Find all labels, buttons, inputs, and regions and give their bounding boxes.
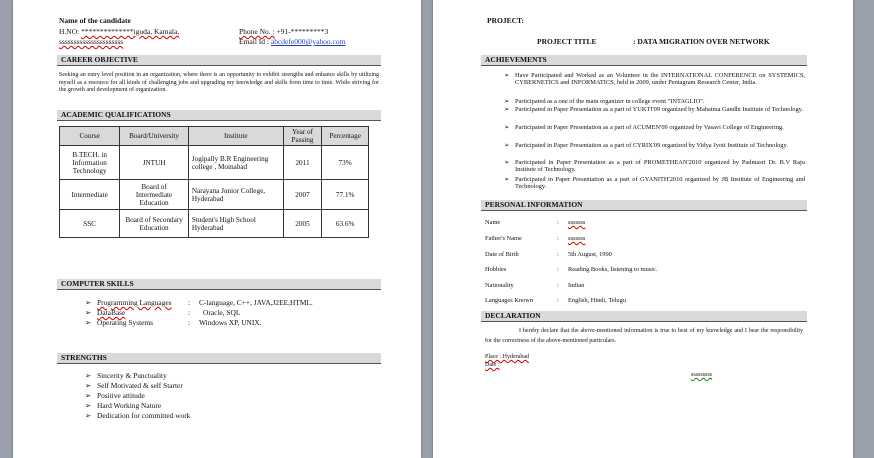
list-item: ➢ Participated in Paper Presentation as a part of GYANITH'2010 organized by JB Institute of Engineering and Technology. (504, 176, 805, 191)
career-objective-heading: CAREER OBJECTIVE (57, 55, 381, 66)
project-title-label: PROJECT TITLE (537, 37, 597, 46)
table-row: SSC Board of Secondary Education Student's High School Hyderabad 2005 63.6% (60, 210, 369, 238)
header-year: Year of Passing (283, 127, 322, 146)
header-percentage: Percentage (322, 127, 369, 146)
achievements-heading: ACHIEVEMENTS (481, 55, 807, 66)
personal-dob-value: 5th August, 1990 (568, 251, 612, 258)
skill-value: Oracle, SQL (203, 308, 241, 317)
list-item: ➢ Sincerity & Punctuality (85, 371, 167, 380)
list-item: ➢ Participated in Paper Presentation as a part of CYRIX'09 organized by Vidya Jyoti Institute of Technology. (504, 142, 788, 149)
list-item: ➢ Participated in Paper Presentation as a part of ACUMEN'09 organized by Vasavi College of Engineering. (504, 124, 784, 131)
list-item: ➢ Self Motivated & self Starter (85, 381, 183, 390)
strengths-heading: STRENGTHS (57, 353, 381, 364)
resume-page-1: Name of the candidate H.NO: **************iguda, Kamala, ssssssssssssssssssssss Phone No. : +91-*********3 Email Id : abcdefe000@yahoo.com CAREER OBJECTIVE Seeking an entry level position in an organization, where there is an opportunity to exhibit strengths and enhance skills by utilizing myself as a resource for all kinds of challenging jobs and upgrading my knowledge and skills from time to time. While striving for the growth and development of organization. ACADEMIC QUALIFICATIONS Course Board/University Institute Year of Passing Percentage B.TECH. in Information Technology JNTUH Jogipally B.R Engineering college , Moinabad 2011 73% Intermediate Board of Intermediate Education Narayana Junior College, Hyderabad 2007 77.1% SSC Board of Secondary Education Student's High School Hyderabad 2005 63.6% COMPUTER SKILLS ➢ Programming Languages : C-language, C++, JAVA,J2EE,HTML. ➢ DataBase : Oracle, SQL ➢ Operating Systems : Windows XP, UNIX. STRENGTHS ➢ Sincerity & Punctuality ➢ Self Motivated & self Starter ➢ Positive attitude ➢ Hard Working Nature ➢ Dedication for committed work (13, 0, 421, 458)
email-link[interactable]: abcdefe000@yahoo.com (270, 37, 346, 46)
table-row: B.TECH. in Information Technology JNTUH Jogipally B.R Engineering college , Moinabad 2011 73% (60, 146, 369, 180)
skill-item: ➢ Programming Languages (85, 298, 172, 307)
header-course: Course (60, 127, 120, 146)
list-item: ➢ Hard Working Nature (85, 401, 162, 410)
header-board: Board/University (120, 127, 189, 146)
skill-value: Windows XP, UNIX. (199, 318, 262, 327)
list-item: ➢ Have Participated and Worked as an Volunteer in the INTERNATIONAL CONFERENCE on SYSTEMICS, CYBERNETICS and INFORMATICS, held in 2009, under Pentagram Research Center, India. (504, 72, 805, 87)
personal-name-value: sssssss (568, 219, 586, 226)
date-line: Date : (485, 362, 500, 368)
address-line-1: H.NO: **************iguda, Kamala, (59, 27, 180, 36)
header-institute: Institute (188, 127, 283, 146)
objective-text: Seeking an entry level position in an organization, where there is an opportunity to exhibit strengths and enhance skills by utilizing myself as a resource for all kinds of challenging jobs and upgrading my knowledge and skills from time to time. While striving for the growth and development of organization. (59, 72, 379, 94)
resume-page-2: PROJECT: PROJECT TITLE : DATA MIGRATION OVER NETWORK ACHIEVEMENTS ➢ Have Participated and Worked as an Volunteer in the INTERNATIONAL CONFERENCE on SYSTEMICS, CYBERNETICS and INFORMATICS, held in 2009, under Pentagram Research Center, India. ➢ Participated as a one of the main organizer in college event "INTAGLIO". ➢ Participated in Paper Presentation as a part of YUKTI'09 organized by Mahatma Gandhi Institute of Technology. ➢ Participated in Paper Presentation as a part of ACUMEN'09 organized by Vasavi College of Engineering. ➢ Participated in Paper Presentation as a part of CYRIX'09 organized by Vidya Jyoti Institute of Technology. ➢ Participated in Paper Presentation as a part of PROMETHEAN'2010 organized by Padmasri Dr. B.V Raju Institute of Technology. ➢ Participated in Paper Presentation as a part of GYANITH'2010 organized by JB Institute of Engineering and Technology. PERSONAL INFORMATION Name : sssssss Father's Name : sssssss Date of Birth : 5th August, 1990 Hobbies : Reading Books, listening to music. Nationality : Indian Languages Known : English, Hindi, Telugu DECLARATION I hereby declare that the above-mentioned information is true to best of my knowledge and I bear the responsibility for the correctness of the above-mentioned particulars. Place : Hyderabad Date : sssssssss (433, 0, 853, 458)
list-item: ➢ Participated in Paper Presentation as a part of YUKTI'09 organized by Mahatma Gandhi Institute of Technology. (504, 106, 804, 113)
declaration-text: I hereby declare that the above-mentioned information is true to best of my knowledge and I bear the responsibility for the correctness of the above-mentioned particulars. (485, 328, 803, 344)
personal-nationality-value: Indian (568, 282, 585, 289)
personal-information-heading: PERSONAL INFORMATION (481, 200, 807, 211)
phone-line: Phone No. : +91-*********3 (239, 27, 329, 36)
qualifications-table (59, 126, 369, 238)
skill-item: ➢ Operating Systems (85, 318, 154, 327)
project-heading: PROJECT: (487, 16, 524, 25)
personal-hobbies-value: Reading Books, listening to music. (568, 266, 658, 273)
list-item: ➢ Dedication for committed work (85, 411, 191, 420)
list-item: ➢ Participated as a one of the main organizer in college event "INTAGLIO". (504, 98, 705, 105)
place-line: Place : Hyderabad (485, 354, 529, 360)
computer-skills-heading: COMPUTER SKILLS (57, 279, 381, 290)
list-item: ➢ Positive attitude (85, 391, 145, 400)
declaration-heading: DECLARATION (481, 311, 807, 322)
signature: sssssssss (691, 372, 713, 378)
candidate-name-heading: Name of the candidate (59, 16, 131, 25)
personal-languages-value: English, Hindi, Telugu (568, 297, 627, 304)
project-title-value: : DATA MIGRATION OVER NETWORK (633, 37, 770, 46)
skill-value: C-language, C++, JAVA,J2EE,HTML. (199, 298, 313, 307)
skill-item: ➢ DataBase (85, 308, 126, 317)
address-line-2: ssssssssssssssssssssss (59, 37, 124, 46)
table-row: Intermediate Board of Intermediate Education Narayana Junior College, Hyderabad 2007 77.1% (60, 180, 369, 210)
personal-father-value: sssssss (568, 235, 586, 242)
academic-qualifications-heading: ACADEMIC QUALIFICATIONS (57, 110, 381, 121)
list-item: ➢ Participated in Paper Presentation as a part of PROMETHEAN'2010 organized by Padmasri Dr. B.V Raju Institute of Technology. (504, 159, 805, 174)
table-header-row (60, 127, 369, 146)
email-line: Email Id : abcdefe000@yahoo.com (239, 37, 346, 46)
